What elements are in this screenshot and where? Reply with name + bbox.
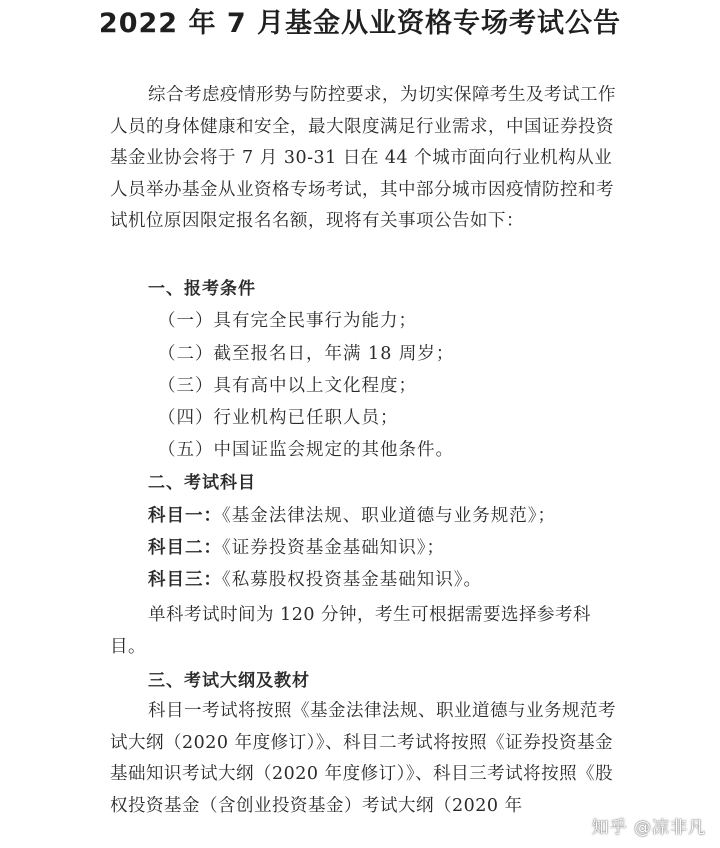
section3-heading: 三、考试大纲及教材: [148, 671, 310, 691]
intro-paragraph: [110, 80, 620, 238]
subject-item-3: [148, 565, 482, 595]
condition-item-5: （五）中国证监会规定的其他条件。: [158, 440, 454, 460]
subject-label: 科目二：: [148, 538, 222, 558]
condition-item-1: （一）具有完全民事行为能力；: [158, 311, 417, 331]
subject-item-1: [148, 501, 556, 531]
watermark: 知乎 @凉非凡: [591, 818, 706, 838]
subject-text: 《私募股权投资基金基础知识》。: [222, 570, 482, 590]
subjects-note-text: 单科考试时间为 120 分钟，考生可根据需要选择参考科目。: [110, 605, 592, 657]
condition-item-4: （四）行业机构已任职人员；: [158, 408, 399, 428]
condition-item-3: （三）具有高中以上文化程度；: [158, 376, 417, 396]
section2-heading: 二、考试科目: [148, 473, 256, 493]
section1-heading: 一、报考条件: [148, 279, 256, 299]
page-title: 2022 年 7 月基金从业资格专场考试公告: [98, 8, 622, 39]
subjects-note-paragraph: [110, 600, 620, 663]
condition-item-2: （二）截至报名日，年满 18 周岁；: [158, 344, 455, 364]
subject-label: 科目三：: [148, 570, 222, 590]
subject-label: 科目一：: [148, 506, 222, 526]
subject-text: 《证券投资基金基础知识》；: [222, 538, 445, 558]
syllabus-paragraph: [110, 696, 620, 822]
subject-text: 《基金法律法规、职业道德与业务规范》；: [222, 506, 556, 526]
syllabus-text: 科目一考试将按照《基金法律法规、职业道德与业务规范考试大纲（2020 年度修订）》、科目二考试将按照《证券投资基金基础知识考试大纲（2020 年度修订）》、科目三考试将按照《股权投资基金（含创业投资基金）考试大纲（2020 年: [110, 701, 616, 816]
subject-item-2: [148, 533, 445, 563]
intro-text: 综合考虑疫情形势与防控要求，为切实保障考生及考试工作人员的身体健康和安全，最大限度满足行业需求，中国证券投资基金业协会将于 7 月 30-31 日在 44 个城市面向行业机构从业人员举办基金从业资格专场考试，其中部分城市因疫情防控和考试机位原因限定报名名额，现将有关事项公告如下：: [110, 85, 616, 232]
